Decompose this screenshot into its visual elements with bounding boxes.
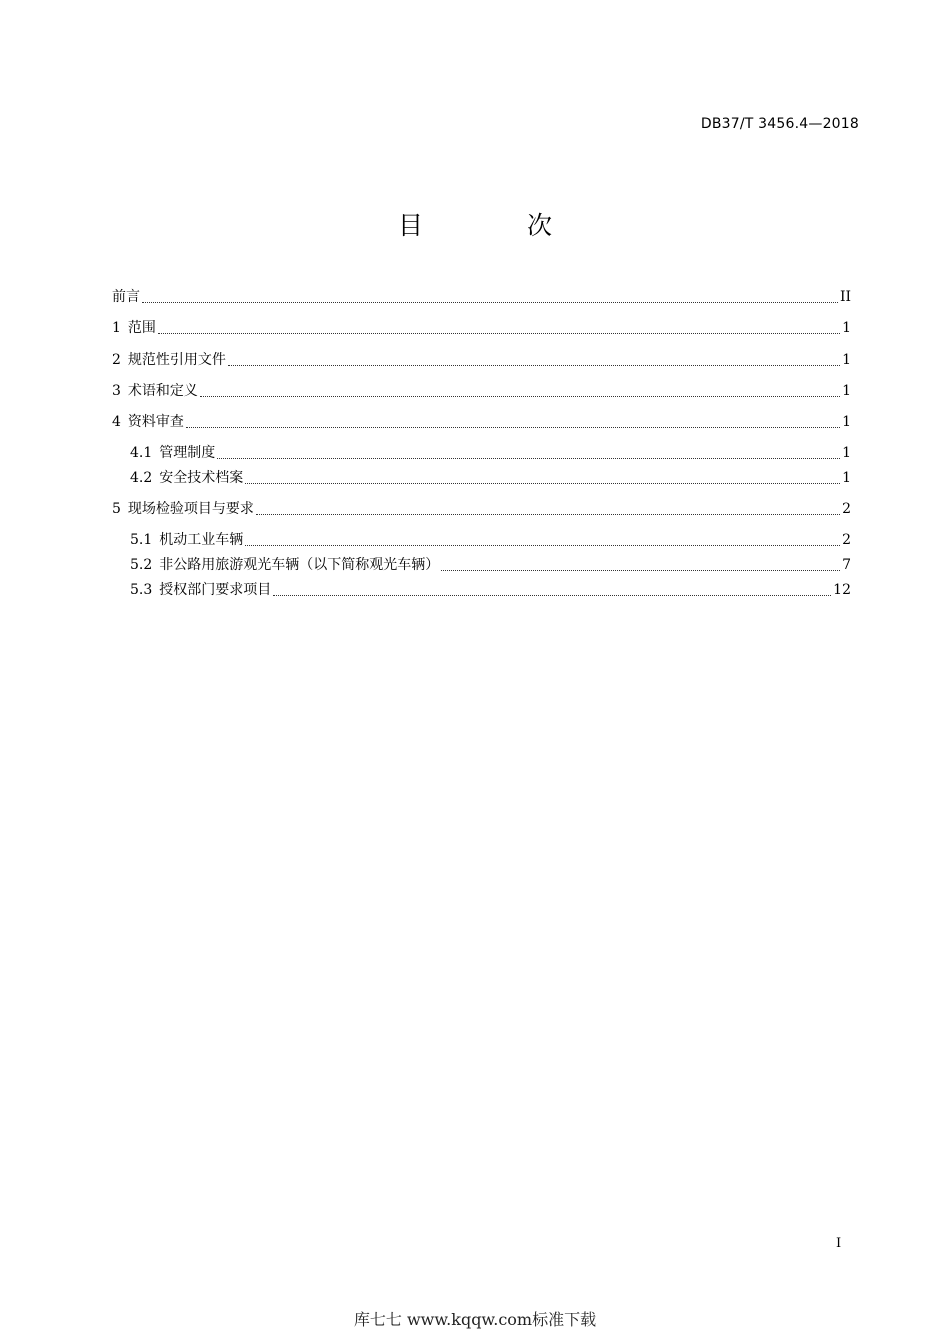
toc-entry-number: 1 xyxy=(112,320,121,336)
toc-entry-page: 1 xyxy=(842,470,851,486)
toc-leader-dots xyxy=(186,427,840,428)
toc-entry-page: 1 xyxy=(842,383,851,399)
toc-entry-page: 1 xyxy=(842,320,851,336)
standard-code: DB37/T 3456.4—2018 xyxy=(700,116,859,132)
toc-leader-dots xyxy=(256,514,840,515)
toc-leader-dots xyxy=(228,365,840,366)
toc-entry-4[interactable] xyxy=(112,412,851,432)
toc-leader-dots xyxy=(273,595,831,596)
toc-leader-dots xyxy=(245,545,840,546)
toc-entry-label: 术语和定义 xyxy=(127,383,198,399)
toc-entry-3[interactable] xyxy=(112,381,851,401)
toc-leader-dots xyxy=(217,458,840,459)
toc-entry-page: II xyxy=(839,289,851,305)
toc-entry-label: 授权部门要求项目 xyxy=(159,582,272,598)
toc-entry-4-1[interactable] xyxy=(130,443,851,463)
toc-entry-label: 管理制度 xyxy=(159,445,216,461)
page-number: I xyxy=(836,1236,842,1251)
toc-leader-dots xyxy=(200,396,840,397)
toc-leader-dots xyxy=(441,570,840,571)
toc-entry-number: 5.3 xyxy=(130,582,153,598)
toc-entry-number: 5.2 xyxy=(130,557,153,573)
toc-entry-5-2[interactable] xyxy=(130,555,851,575)
toc-entry-label: 规范性引用文件 xyxy=(127,352,226,368)
toc-entry-label: 机动工业车辆 xyxy=(159,532,244,548)
toc-entry-label: 安全技术档案 xyxy=(159,470,244,486)
toc-entry-1[interactable] xyxy=(112,318,851,338)
toc-entry-page: 1 xyxy=(842,445,851,461)
toc-entry-page: 2 xyxy=(842,501,851,517)
toc-entry-page: 12 xyxy=(833,582,851,598)
toc-entry-number: 3 xyxy=(112,383,121,399)
toc-entry-page: 2 xyxy=(842,532,851,548)
toc-entry-page: 1 xyxy=(842,352,851,368)
toc-entry-4-2[interactable] xyxy=(130,468,851,488)
toc-entry-number: 4.2 xyxy=(130,470,153,486)
toc-entry-2[interactable] xyxy=(112,350,851,370)
toc-entry-5-3[interactable] xyxy=(130,580,851,600)
page-title: 目 次 xyxy=(398,211,600,240)
toc-entry-5-1[interactable] xyxy=(130,530,851,550)
watermark-text: 库七七 www.kqqw.com标准下载 xyxy=(353,1310,597,1329)
toc-entry-number: 4 xyxy=(112,414,121,430)
toc-entry-label: 非公路用旅游观光车辆（以下简称观光车辆） xyxy=(159,557,440,573)
toc-entry-5[interactable] xyxy=(112,499,851,519)
toc-entry-page: 1 xyxy=(842,414,851,430)
toc-entry-label: 范围 xyxy=(127,320,156,336)
toc-entry-label: 资料审查 xyxy=(127,414,184,430)
toc-entry-number: 2 xyxy=(112,352,121,368)
toc-leader-dots xyxy=(142,302,838,303)
toc-entry-foreword[interactable] xyxy=(112,287,851,307)
toc-entry-number: 5 xyxy=(112,501,121,517)
toc-entry-number: 5.1 xyxy=(130,532,153,548)
toc-entry-label: 现场检验项目与要求 xyxy=(127,501,254,517)
toc-entry-label: 前言 xyxy=(112,289,140,305)
toc-leader-dots xyxy=(245,483,840,484)
toc-leader-dots xyxy=(158,333,840,334)
toc-entry-number: 4.1 xyxy=(130,445,153,461)
toc-entry-page: 7 xyxy=(842,557,851,573)
